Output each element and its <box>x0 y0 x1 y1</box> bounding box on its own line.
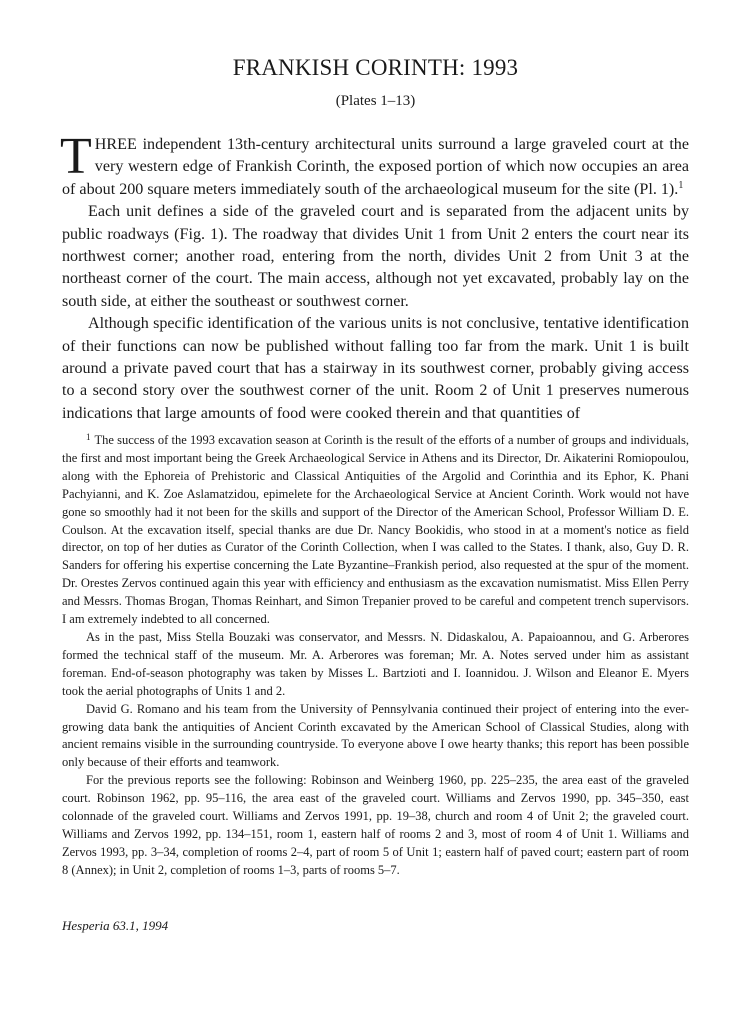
footnote-1 <box>62 432 689 629</box>
journal-citation: Hesperia 63.1, 1994 <box>62 918 169 933</box>
drop-cap: T <box>60 128 92 185</box>
footnotes <box>62 432 689 880</box>
footnote-marker: 1 <box>86 432 91 442</box>
footnote-ref-1[interactable]: 1 <box>678 179 684 191</box>
article-title: FRANKISH CORINTH: 1993 <box>232 55 519 80</box>
plates-reference: (Plates 1–13) <box>335 93 416 109</box>
footnote-1-para-3: David G. Romano and his team from the University of Pennsylvania continued their project of entering into the ever-growing data bank the antiquities of Ancient Corinth excavated by the American School of Classical Studies, along with ancient remains visible in the surrounding countryside. To everyone above I owe hearty thanks; this report has been possible only because of their efforts and teamwork. <box>62 701 689 770</box>
paragraph-1-text: HREE independent 13th-century architectural units surround a large graveled court at the very western edge of Frankish Corinth, the exposed portion of which now occupies an area of about 200 square meters immediately south of the archaeological museum for the site (Pl. 1). <box>62 136 689 198</box>
footnote-1-para-2: As in the past, Miss Stella Bouzaki was conservator, and Messrs. N. Didaskalou, A. Papaioannou, and G. Arberores formed the technical staff of the museum. Mr. A. Arberores was foreman; Mr. A. Notes served under him as assistant foreman. End-of-season photography was taken by Misses L. Bartzioti and I. Ioannidou. J. Wilson and Eleanor E. Myers took the aerial photographs of Units 1 and 2. <box>62 629 689 698</box>
article-body <box>60 128 689 425</box>
paragraph-1 <box>60 128 689 201</box>
paragraph-2: Each unit defines a side of the graveled court and is separated from the adjacent units by public roadways (Fig. 1). The roadway that divides Unit 1 from Unit 2 enters the court near its northwest corner; another road, entering from the north, divides Unit 2 from Unit 3 at the northeast corner of the court. The main access, although not yet excavated, probably lay on the south side, at either the southeast or southwest corner. <box>62 203 689 310</box>
footnote-1-text: The success of the 1993 excavation season at Corinth is the result of the efforts of a number of groups and individuals, the first and most important being the Greek Archaeological Service in Athens and its Director, Dr. Aikaterini Romiopoulou, along with the Ephoreia of Prehistoric and Classical Antiquities of the Argolid and Corinthia and its Ephor, K. Phani Pachyianni, and K. Zoe Aslamatzidou, epimelete for the Archaeological Service at Ancient Corinth. Work would not have gone so smoothly had it not been for the skills and support of the Director of the American School, Professor William D. E. Coulson. At the excavation itself, special thanks are due Dr. Nancy Bookidis, who stood in at a moment's notice as field director, on top of her duties as Curator of the Corinth Collection, when I was called to the States. I thank, also, Guy D. R. Sanders for offering his expertise concerning the Late Byzantine–Frankish period, also requested at the spur of the moment. Dr. Orestes Zervos continued again this year with efficiency and enthusiasm as the excavation numismatist. Miss Ellen Perry and Messrs. Thomas Brogan, Thomas Reinhart, and Simon Trepanier proved to be careful and competent trench supervisors. I am extremely indebted to all concerned. <box>62 433 689 627</box>
paragraph-3: Although specific identification of the various units is not conclusive, tentative identification of their functions can now be published without falling too far from the mark. Unit 1 is built around a private paved court that has a stairway in its southwest corner, probably giving access to a second story over the southwest corner of the unit. Room 2 of Unit 1 preserves numerous indications that large amounts of food were cooked therein and that quantities of <box>62 315 689 422</box>
footnote-1-para-4: For the previous reports see the following: Robinson and Weinberg 1960, pp. 225–235, the area east of the graveled court. Robinson 1962, pp. 95–116, the area east of the graveled court. Williams and Zervos 1990, pp. 345–350, east colonnade of the graveled court. Williams and Zervos 1991, pp. 19–38, church and room 4 of Unit 2; the graveled court. Williams and Zervos 1992, pp. 134–151, room 1, eastern half of rooms 2 and 3, most of room 4 of Unit 1. Williams and Zervos 1993, pp. 3–34, completion of rooms 2–4, part of room 5 of Unit 1; eastern half of paved court; eastern part of room 8 (Annex); in Unit 2, completion of rooms 1–3, parts of rooms 5–7. <box>62 773 689 877</box>
